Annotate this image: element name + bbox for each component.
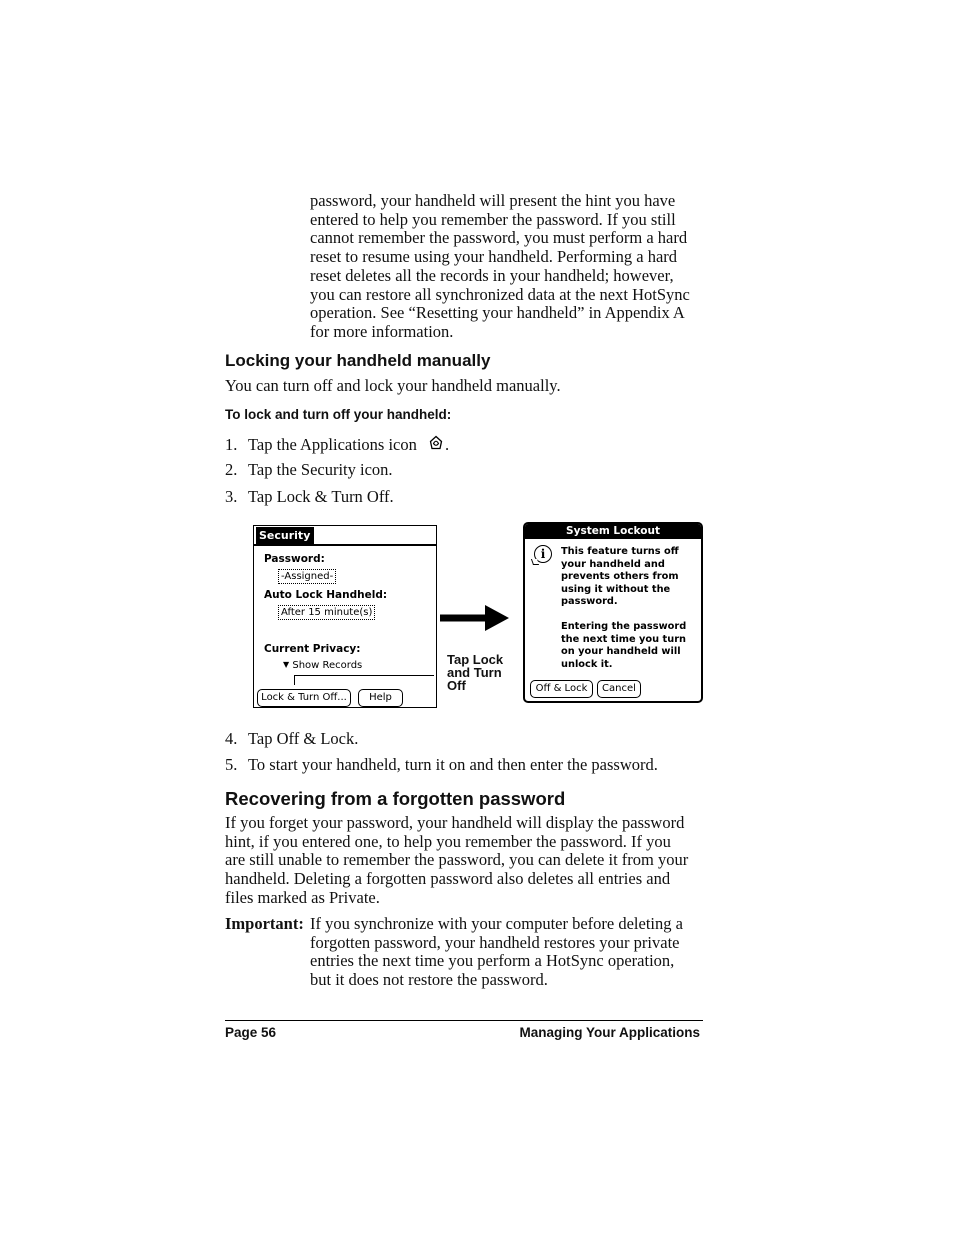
dialog-message-2 bbox=[561, 621, 686, 671]
message-line: unlock it. bbox=[561, 658, 613, 670]
auto-lock-label: Auto Lock Handheld: bbox=[264, 589, 388, 601]
text-line: for more information. bbox=[310, 321, 454, 341]
caption-line: Off bbox=[447, 678, 466, 693]
message-line: on your handheld will bbox=[561, 646, 681, 657]
step-number: 1. bbox=[225, 435, 238, 454]
step-text: To start your handheld, turn it on and then enter the password. bbox=[248, 755, 658, 774]
info-icon: i bbox=[534, 545, 552, 563]
section-heading-locking: Locking your handheld manually bbox=[225, 351, 491, 370]
text-line: entries the next time you perform a HotSync operation, bbox=[310, 951, 675, 971]
text-line: reset deletes all the records in your handheld; however, bbox=[310, 265, 674, 285]
step-4 bbox=[225, 729, 358, 749]
text-line: forgotten password, your handheld restores your private bbox=[310, 932, 680, 952]
step-number: 5. bbox=[225, 755, 238, 774]
text-line: password, your handheld will present the hint you have bbox=[310, 191, 676, 210]
security-screen bbox=[253, 525, 437, 708]
text-line: you can restore all synchronized data at the next HotSync bbox=[310, 284, 690, 304]
important-note bbox=[310, 915, 683, 990]
intro-paragraph bbox=[310, 192, 690, 342]
step-number: 3. bbox=[225, 487, 238, 506]
step-3 bbox=[225, 487, 394, 507]
screen-title: Security bbox=[256, 527, 314, 544]
text-line: cannot remember the password, you must perform a hard bbox=[310, 228, 688, 248]
step-1 bbox=[225, 434, 449, 457]
text-line: If you synchronize with your computer before deleting a bbox=[310, 914, 683, 933]
system-lockout-dialog bbox=[523, 522, 703, 703]
step-5 bbox=[225, 755, 658, 775]
message-line: prevents others from bbox=[561, 571, 679, 582]
text-line: files marked as Private. bbox=[225, 887, 380, 907]
right-arrow-icon bbox=[440, 603, 510, 638]
triangle-down-icon: ▼ bbox=[283, 660, 290, 669]
title-bar bbox=[254, 526, 436, 546]
off-lock-button[interactable]: Off & Lock bbox=[530, 680, 593, 698]
step-text: Tap the Security icon. bbox=[248, 460, 393, 479]
message-line: Entering the password bbox=[561, 621, 687, 632]
step-text: Tap Lock & Turn Off. bbox=[248, 487, 394, 506]
step-suffix: . bbox=[444, 435, 450, 454]
privacy-picker[interactable] bbox=[283, 660, 362, 671]
page-number: Page 56 bbox=[225, 1025, 277, 1040]
message-line: the next time you turn bbox=[561, 633, 687, 645]
text-cursor bbox=[294, 675, 295, 685]
caption-line: and Turn bbox=[447, 665, 502, 680]
cancel-button[interactable]: Cancel bbox=[597, 680, 641, 698]
auto-lock-field[interactable]: After 15 minute(s) bbox=[278, 605, 375, 620]
step-text: Tap Off & Lock. bbox=[248, 729, 359, 748]
footer-divider bbox=[225, 1020, 703, 1021]
privacy-value: Show Records bbox=[292, 660, 363, 671]
privacy-label: Current Privacy: bbox=[264, 643, 361, 655]
message-line: This feature turns off bbox=[561, 546, 679, 557]
text-line: reset to resume using your handheld. Performing a hard bbox=[310, 247, 678, 267]
help-button[interactable]: Help bbox=[358, 689, 403, 707]
text-line: handheld. Deleting a forgotten password also deletes all entries and bbox=[225, 869, 671, 889]
text-line: operation. See “Resetting your handheld” in Appendix A bbox=[310, 303, 685, 323]
caption-line: Tap Lock bbox=[447, 652, 504, 667]
picker-underline bbox=[294, 675, 434, 676]
important-label: Important: bbox=[225, 914, 304, 933]
text-line: are still unable to remember the password, you can delete it from your bbox=[225, 850, 689, 870]
procedure-heading: To lock and turn off your handheld: bbox=[225, 407, 452, 422]
figure-caption bbox=[447, 653, 503, 692]
text-line: If you forget your password, your handheld will display the password bbox=[225, 813, 685, 832]
dialog-title: System Lockout bbox=[525, 524, 701, 539]
text-line: but it does not restore the password. bbox=[310, 970, 548, 990]
step-text: Tap the Applications icon bbox=[248, 435, 417, 454]
text-line: hint, if you entered one, to help you remember the password. If you bbox=[225, 831, 671, 851]
applications-icon bbox=[427, 434, 445, 457]
step-number: 4. bbox=[225, 729, 238, 748]
section-heading-recovering: Recovering from a forgotten password bbox=[225, 788, 566, 809]
step-number: 2. bbox=[225, 460, 238, 479]
password-field[interactable]: -Assigned- bbox=[278, 569, 336, 584]
dialog-message-1 bbox=[561, 546, 679, 609]
step-2 bbox=[225, 460, 393, 480]
lock-turn-off-button[interactable]: Lock & Turn Off... bbox=[257, 689, 351, 707]
text-line: entered to help you remember the password. If you still bbox=[310, 209, 676, 229]
message-line: password. bbox=[561, 596, 618, 607]
message-line: using it without the bbox=[561, 583, 671, 595]
chapter-title: Managing Your Applications bbox=[519, 1025, 700, 1040]
message-line: your handheld and bbox=[561, 558, 665, 570]
recovering-paragraph bbox=[225, 814, 688, 908]
password-label: Password: bbox=[264, 553, 325, 565]
section-intro-text: You can turn off and lock your handheld manually. bbox=[225, 376, 561, 395]
